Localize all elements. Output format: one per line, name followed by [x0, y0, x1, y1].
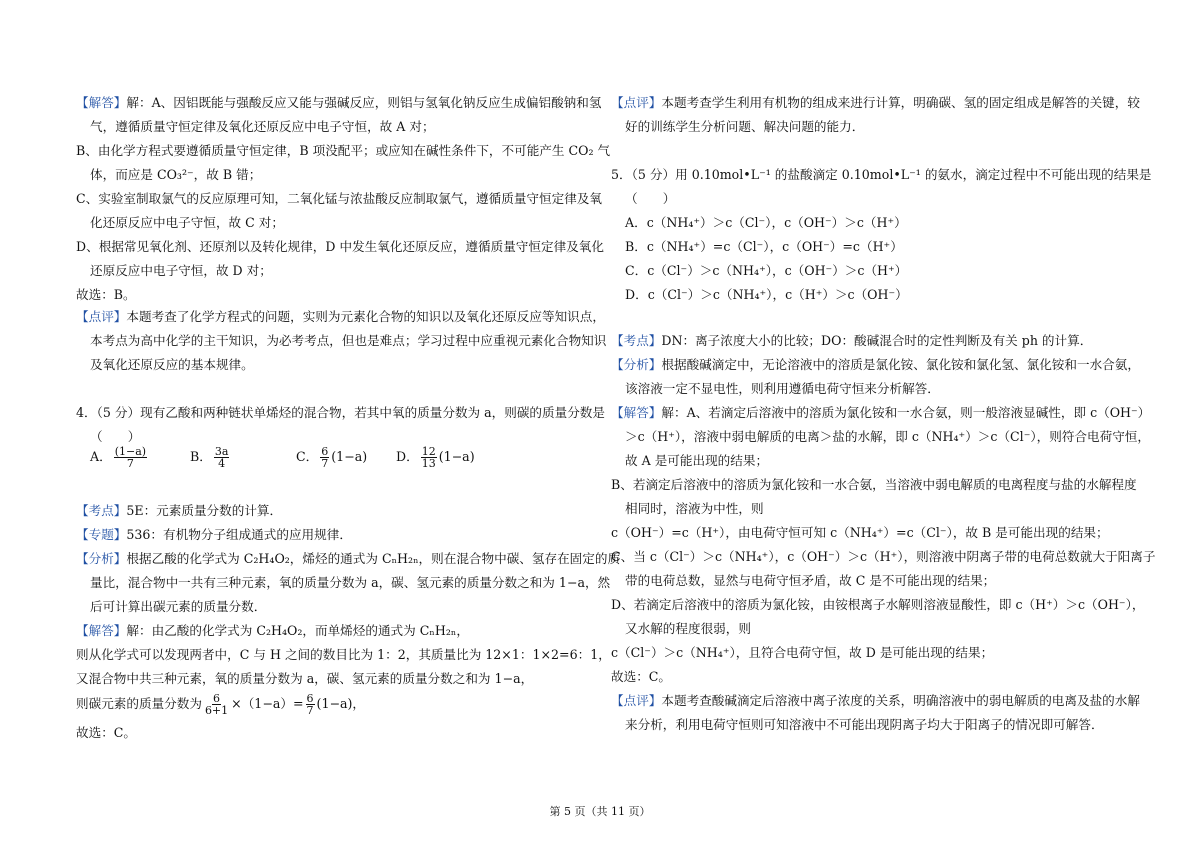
- answer-line: D、根据常见氧化剂、还原剂以及转化规律，D 中发生氧化还原反应，遵循质量守恒定律及氧化: [76, 239, 604, 254]
- answer-line: 还原反应中电子守恒，故 D 对；: [90, 263, 272, 278]
- solution-formula: [76, 692, 365, 716]
- formula-middle: ×（1−a）=: [231, 696, 304, 711]
- knowledge-text: 5E：元素质量分数的计算．: [126, 503, 283, 518]
- solution-tag: 【解答】: [76, 623, 127, 638]
- option-d-denominator: 13: [421, 457, 436, 470]
- solution-choice: 故选：C。: [76, 725, 137, 740]
- comment-text: 本题考查学生利用有机物的组成来进行计算，明确碳、氢的固定组成是解答的关键，较: [661, 95, 1140, 110]
- comment-line: [76, 308, 605, 326]
- knowledge-text: DN：离子浓度大小的比较；DO：酸碱混合时的定性判断及有关 ph 的计算．: [661, 333, 1093, 348]
- option-a: A．c（NH₄⁺）＞c（Cl⁻），c（OH⁻）＞c（H⁺）: [625, 215, 907, 230]
- topic: [76, 526, 352, 544]
- formula-fraction-1: [204, 693, 229, 716]
- knowledge-point: [611, 332, 1092, 350]
- formula-numerator-1: 6: [213, 692, 221, 705]
- option-a-label: A．: [90, 449, 112, 464]
- option-b-denominator: 4: [218, 457, 226, 470]
- option-a-denominator: 7: [126, 457, 134, 470]
- formula-numerator-2: 6: [306, 692, 314, 705]
- option-a: [90, 446, 149, 469]
- comment-line: [611, 692, 1140, 710]
- analysis-text: 根据乙酸的化学式为 C₂H₄O₂，烯烃的通式为 CₙH₂ₙ，则在混合物中碳、氢存在固定的质: [126, 551, 621, 566]
- option-b: [190, 446, 231, 469]
- comment-line: 来分析，利用电荷守恒则可知溶液中不可能出现阴离子均大于阳离子的情况即可解答．: [625, 717, 1104, 732]
- answer-line: 化还原反应中电子守恒，故 C 对；: [90, 215, 284, 230]
- option-c: C．c（Cl⁻）＞c（NH₄⁺），c（OH⁻）＞c（H⁺）: [625, 263, 908, 278]
- topic-tag: 【专题】: [76, 527, 127, 542]
- comment-line: 好的训练学生分析问题、解决问题的能力．: [625, 119, 865, 134]
- solution-tag: 【解答】: [611, 405, 662, 420]
- formula-fraction-2: [306, 693, 315, 716]
- comment-text: 本题考查酸碱滴定后溶液中离子浓度的关系，明确溶液中的弱电解质的电离及盐的水解: [661, 693, 1140, 708]
- solution-line: [611, 404, 1150, 422]
- formula-denominator-2: 7: [306, 704, 314, 717]
- option-b: B．c（NH₄⁺）=c（Cl⁻），c（OH⁻）=c（H⁺）: [625, 239, 903, 254]
- solution-line: 带的电荷总数，显然与电荷守恒矛盾，故 C 是不可能出现的结果；: [625, 573, 996, 588]
- solution-line: 又混合物中共三种元素，氧的质量分数为 a，碳、氢元素的质量分数之和为 1−a，: [76, 671, 534, 686]
- analysis-line: 该溶液一定不显电性，则利用遵循电荷守恒来分析解答．: [625, 381, 940, 396]
- option-d-tail: (1−a): [438, 449, 475, 464]
- option-d-fraction: [421, 446, 437, 469]
- analysis-text: 根据酸碱滴定中，无论溶液中的溶质是氯化铵、氯化铵和氯化氢、氯化铵和一水合氨，: [661, 357, 1140, 372]
- solution-text: 解：A、若滴定后溶液中的溶质为氯化铵和一水合氨，则一般溶液显碱性，即 c（OH⁻）: [661, 405, 1151, 420]
- question-4-paren: （ ）: [90, 429, 141, 444]
- answer-line: B、由化学方程式要遵循质量守恒定律，B 项没配平；或应知在碱性条件下，不可能产生 CO₂ 气: [76, 143, 611, 158]
- solution-line: 则从化学式可以发现两者中，C 与 H 之间的数目比为 1：2，其质量比为 12×1：1×2=6：1，: [76, 647, 611, 662]
- solution-line: c（OH⁻）=c（H⁺），由电荷守恒可知 c（NH₄⁺）=c（Cl⁻），故 B 是可能出现的结果；: [611, 525, 1109, 540]
- option-a-numerator: (1−a): [114, 445, 147, 458]
- option-c-numerator: 6: [321, 445, 329, 458]
- answer-line: 气，遵循质量守恒定律及氧化还原反应中电子守恒，故 A 对；: [90, 119, 435, 134]
- solution-line: 故 A 是可能出现的结果；: [625, 453, 769, 468]
- solution-choice: 故选：C。: [611, 669, 672, 684]
- answer-line: C、实验室制取氯气的反应原理可知，二氧化锰与浓盐酸反应制取氯气，遵循质量守恒定律及氧: [76, 191, 602, 206]
- page-number: 第 5 页（共 11 页）: [549, 805, 651, 818]
- question-4: 4．（5 分）现有乙酸和两种链状单烯烃的混合物，若其中氧的质量分数为 a，则碳的质量分数是: [76, 405, 605, 420]
- analysis-tag: 【分析】: [76, 551, 127, 566]
- analysis-line: 量比，混合物中一共有三种元素，氧的质量分数为 a，碳、氢元素的质量分数之和为 1−a，然: [90, 575, 611, 590]
- option-c: [296, 446, 367, 469]
- comment-line: 及氧化还原反应的基本规律。: [90, 357, 254, 372]
- option-c-tail: (1−a): [331, 449, 368, 464]
- answer-line: [76, 94, 601, 112]
- question-5-paren: （ ）: [625, 191, 676, 206]
- comment-tag: 【点评】: [611, 95, 662, 110]
- solution-line: B、若滴定后溶液中的溶质为氯化铵和一水合氨，当溶液中弱电解质的电离程度与盐的水解程度: [611, 477, 1137, 492]
- comment-text: 本题考查了化学方程式的问题，实则为元素化合物的知识以及氧化还原反应等知识点，: [126, 309, 605, 324]
- option-a-fraction: [114, 446, 147, 469]
- comment-line: 本考点为高中化学的主干知识，为必考考点，但也是难点；学习过程中应重视元素化合物知识: [90, 333, 607, 348]
- solution-text: 解：由乙酸的化学式为 C₂H₄O₂，而单烯烃的通式为 CₙH₂ₙ，: [126, 623, 469, 638]
- option-c-denominator: 7: [321, 457, 329, 470]
- solution-line: D、若滴定后溶液中的溶质为氯化铵，由铵根离子水解则溶液显酸性，即 c（H⁺）＞c（OH⁻），: [611, 597, 1145, 612]
- option-b-numerator: 3a: [214, 445, 229, 458]
- option-d-label: D．: [396, 449, 419, 464]
- knowledge-point: [76, 502, 282, 520]
- option-b-label: B．: [190, 449, 212, 464]
- answer-line: 体，而应是 CO₃²⁻，故 B 错；: [90, 167, 262, 182]
- formula-prefix: 则碳元素的质量分数为: [76, 696, 202, 711]
- comment-tag: 【点评】: [611, 693, 662, 708]
- topic-text: 536：有机物分子组成通式的应用规律．: [126, 527, 352, 542]
- analysis-tag: 【分析】: [611, 357, 662, 372]
- solution-line: C、当 c（Cl⁻）＞c（NH₄⁺），c（OH⁻）＞c（H⁺），则溶液中阴离子带的电荷总数就大于阳离子: [611, 549, 1156, 564]
- option-c-label: C．: [296, 449, 319, 464]
- solution-line: c（Cl⁻）＞c（NH₄⁺），且符合电荷守恒，故 D 是可能出现的结果；: [611, 645, 994, 660]
- formula-denominator-1: 6+1: [204, 704, 229, 717]
- answer-choice: 故选：B。: [76, 287, 136, 302]
- solution-line: 相同时，溶液为中性，则: [625, 501, 764, 516]
- option-d: D．c（Cl⁻）＞c（NH₄⁺），c（H⁺）＞c（OH⁻）: [625, 287, 908, 302]
- analysis-line: 后可计算出碳元素的质量分数．: [90, 599, 267, 614]
- comment-tag: 【点评】: [76, 309, 127, 324]
- analysis-line: [611, 356, 1140, 374]
- analysis-line: [76, 550, 620, 568]
- answer-text: 解：A、因铝既能与强酸反应又能与强碱反应，则铝与氢氧化钠反应生成偏铝酸钠和氢: [126, 95, 602, 110]
- knowledge-tag: 【考点】: [76, 503, 127, 518]
- option-d: [396, 446, 475, 469]
- knowledge-tag: 【考点】: [611, 333, 662, 348]
- option-c-fraction: [320, 446, 329, 469]
- solution-line: [76, 622, 469, 640]
- solution-line: 又水解的程度很弱，则: [625, 621, 751, 636]
- comment-line: [611, 94, 1140, 112]
- option-b-fraction: [214, 446, 230, 469]
- question-5: 5．（5 分）用 0.10mol•L⁻¹ 的盐酸滴定 0.10mol•L⁻¹ 的氨水，滴定过程中不可能出现的结果是: [611, 167, 1152, 182]
- formula-suffix: (1−a)，: [316, 696, 366, 711]
- solution-line: ＞c（H⁺），溶液中弱电解质的电离＞盐的水解，即 c（NH₄⁺）＞c（Cl⁻），则符合电荷守恒，: [625, 429, 1150, 444]
- answer-tag: 【解答】: [76, 95, 127, 110]
- option-d-numerator: 12: [421, 445, 436, 458]
